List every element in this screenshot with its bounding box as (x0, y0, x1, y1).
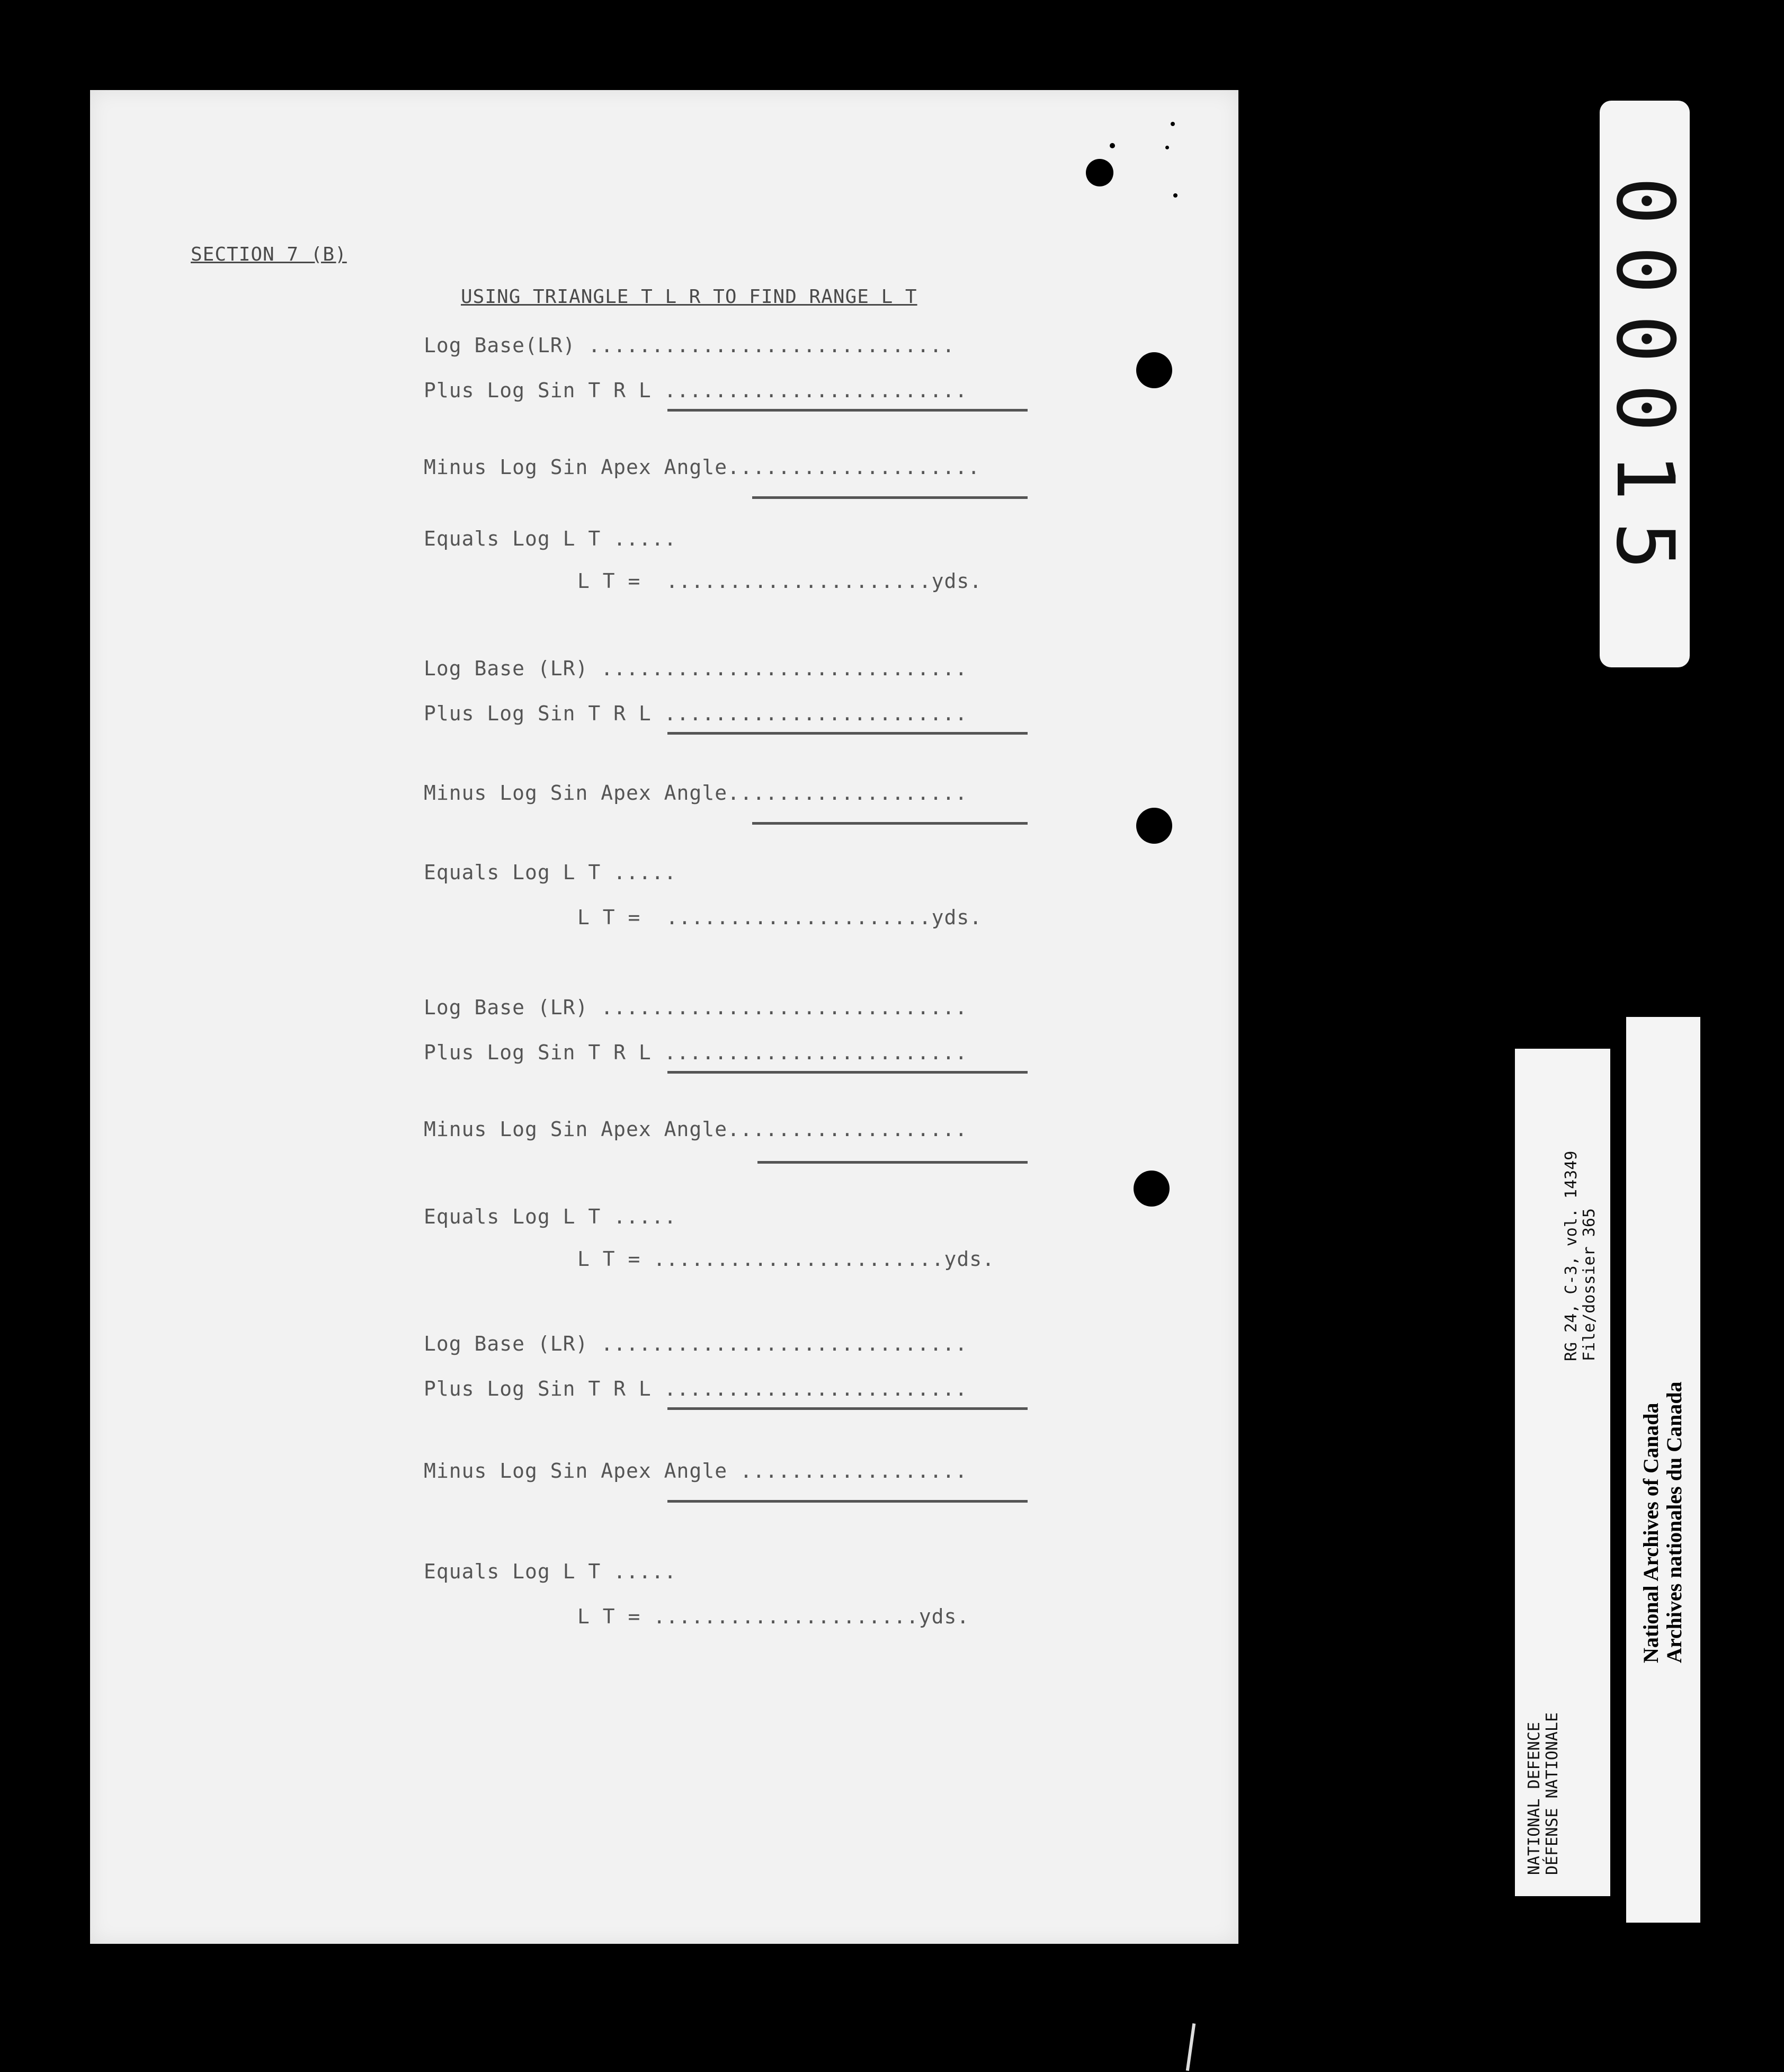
plus-log-line: Plus Log Sin T R L ........................ (424, 1377, 968, 1400)
reference-number: 000015 (1599, 177, 1691, 591)
punch-hole (1136, 808, 1172, 844)
difference-rule (752, 496, 1028, 499)
scan-speck (1165, 146, 1169, 149)
log-base-line: Log Base (LR) ............................. (424, 657, 968, 680)
minus-log-line: Minus Log Sin Apex Angle.................... (424, 456, 980, 479)
archives-label-card (1626, 1017, 1700, 1923)
range-result-line: L T = .....................yds. (577, 569, 983, 593)
plus-log-line: Plus Log Sin T R L ........................ (424, 1041, 968, 1064)
difference-rule (667, 1500, 1028, 1503)
department-line-1: NATIONAL DEFENCE (1525, 1722, 1544, 1875)
equals-log-line: Equals Log L T ..... (424, 1560, 677, 1583)
scan-artifact (1186, 2023, 1196, 2071)
equals-log-line: Equals Log L T ..... (424, 1205, 677, 1228)
archives-name-french: Archives nationales du Canada (1662, 1381, 1686, 1663)
sum-rule (667, 732, 1028, 735)
sum-rule (667, 1071, 1028, 1074)
range-result-line: L T = .....................yds. (577, 1605, 970, 1628)
plus-log-line: Plus Log Sin T R L ........................ (424, 379, 968, 402)
log-base-line: Log Base (LR) ............................. (424, 996, 968, 1019)
form-title: USING TRIANGLE T L R TO FIND RANGE L T (461, 286, 917, 308)
log-base-line: Log Base(LR) ............................. (424, 334, 955, 357)
punch-hole (1136, 352, 1172, 388)
fonds-reference-line-1: RG 24, C-3, vol. 14349 (1562, 1150, 1581, 1361)
department-line-2: DÉFENSE NATIONALE (1543, 1712, 1562, 1875)
scan-speck (1173, 193, 1178, 198)
fonds-label-card (1515, 1049, 1610, 1896)
equals-log-line: Equals Log L T ..... (424, 861, 677, 884)
typed-form-page (90, 90, 1238, 1944)
range-result-line: L T = .......................yds. (577, 1247, 995, 1271)
section-title: SECTION 7 (B) (191, 244, 347, 265)
difference-rule (757, 1161, 1028, 1164)
minus-log-line: Minus Log Sin Apex Angle .................. (424, 1459, 968, 1482)
equals-log-line: Equals Log L T ..... (424, 527, 677, 550)
sum-rule (667, 1407, 1028, 1410)
sum-rule (667, 409, 1028, 412)
minus-log-line: Minus Log Sin Apex Angle................... (424, 1118, 968, 1141)
reference-number-tag (1600, 101, 1690, 667)
punch-hole (1134, 1171, 1170, 1207)
archives-name-english: National Archives of Canada (1639, 1403, 1663, 1663)
minus-log-line: Minus Log Sin Apex Angle................... (424, 781, 968, 805)
range-result-line: L T = .....................yds. (577, 906, 983, 929)
punch-hole (1086, 159, 1113, 186)
log-base-line: Log Base (LR) ............................. (424, 1332, 968, 1355)
difference-rule (752, 822, 1028, 825)
scan-speck (1110, 143, 1115, 148)
fonds-reference-line-2: File/dossier 365 (1580, 1208, 1599, 1361)
scan-speck (1171, 122, 1175, 126)
plus-log-line: Plus Log Sin T R L ........................ (424, 702, 968, 725)
